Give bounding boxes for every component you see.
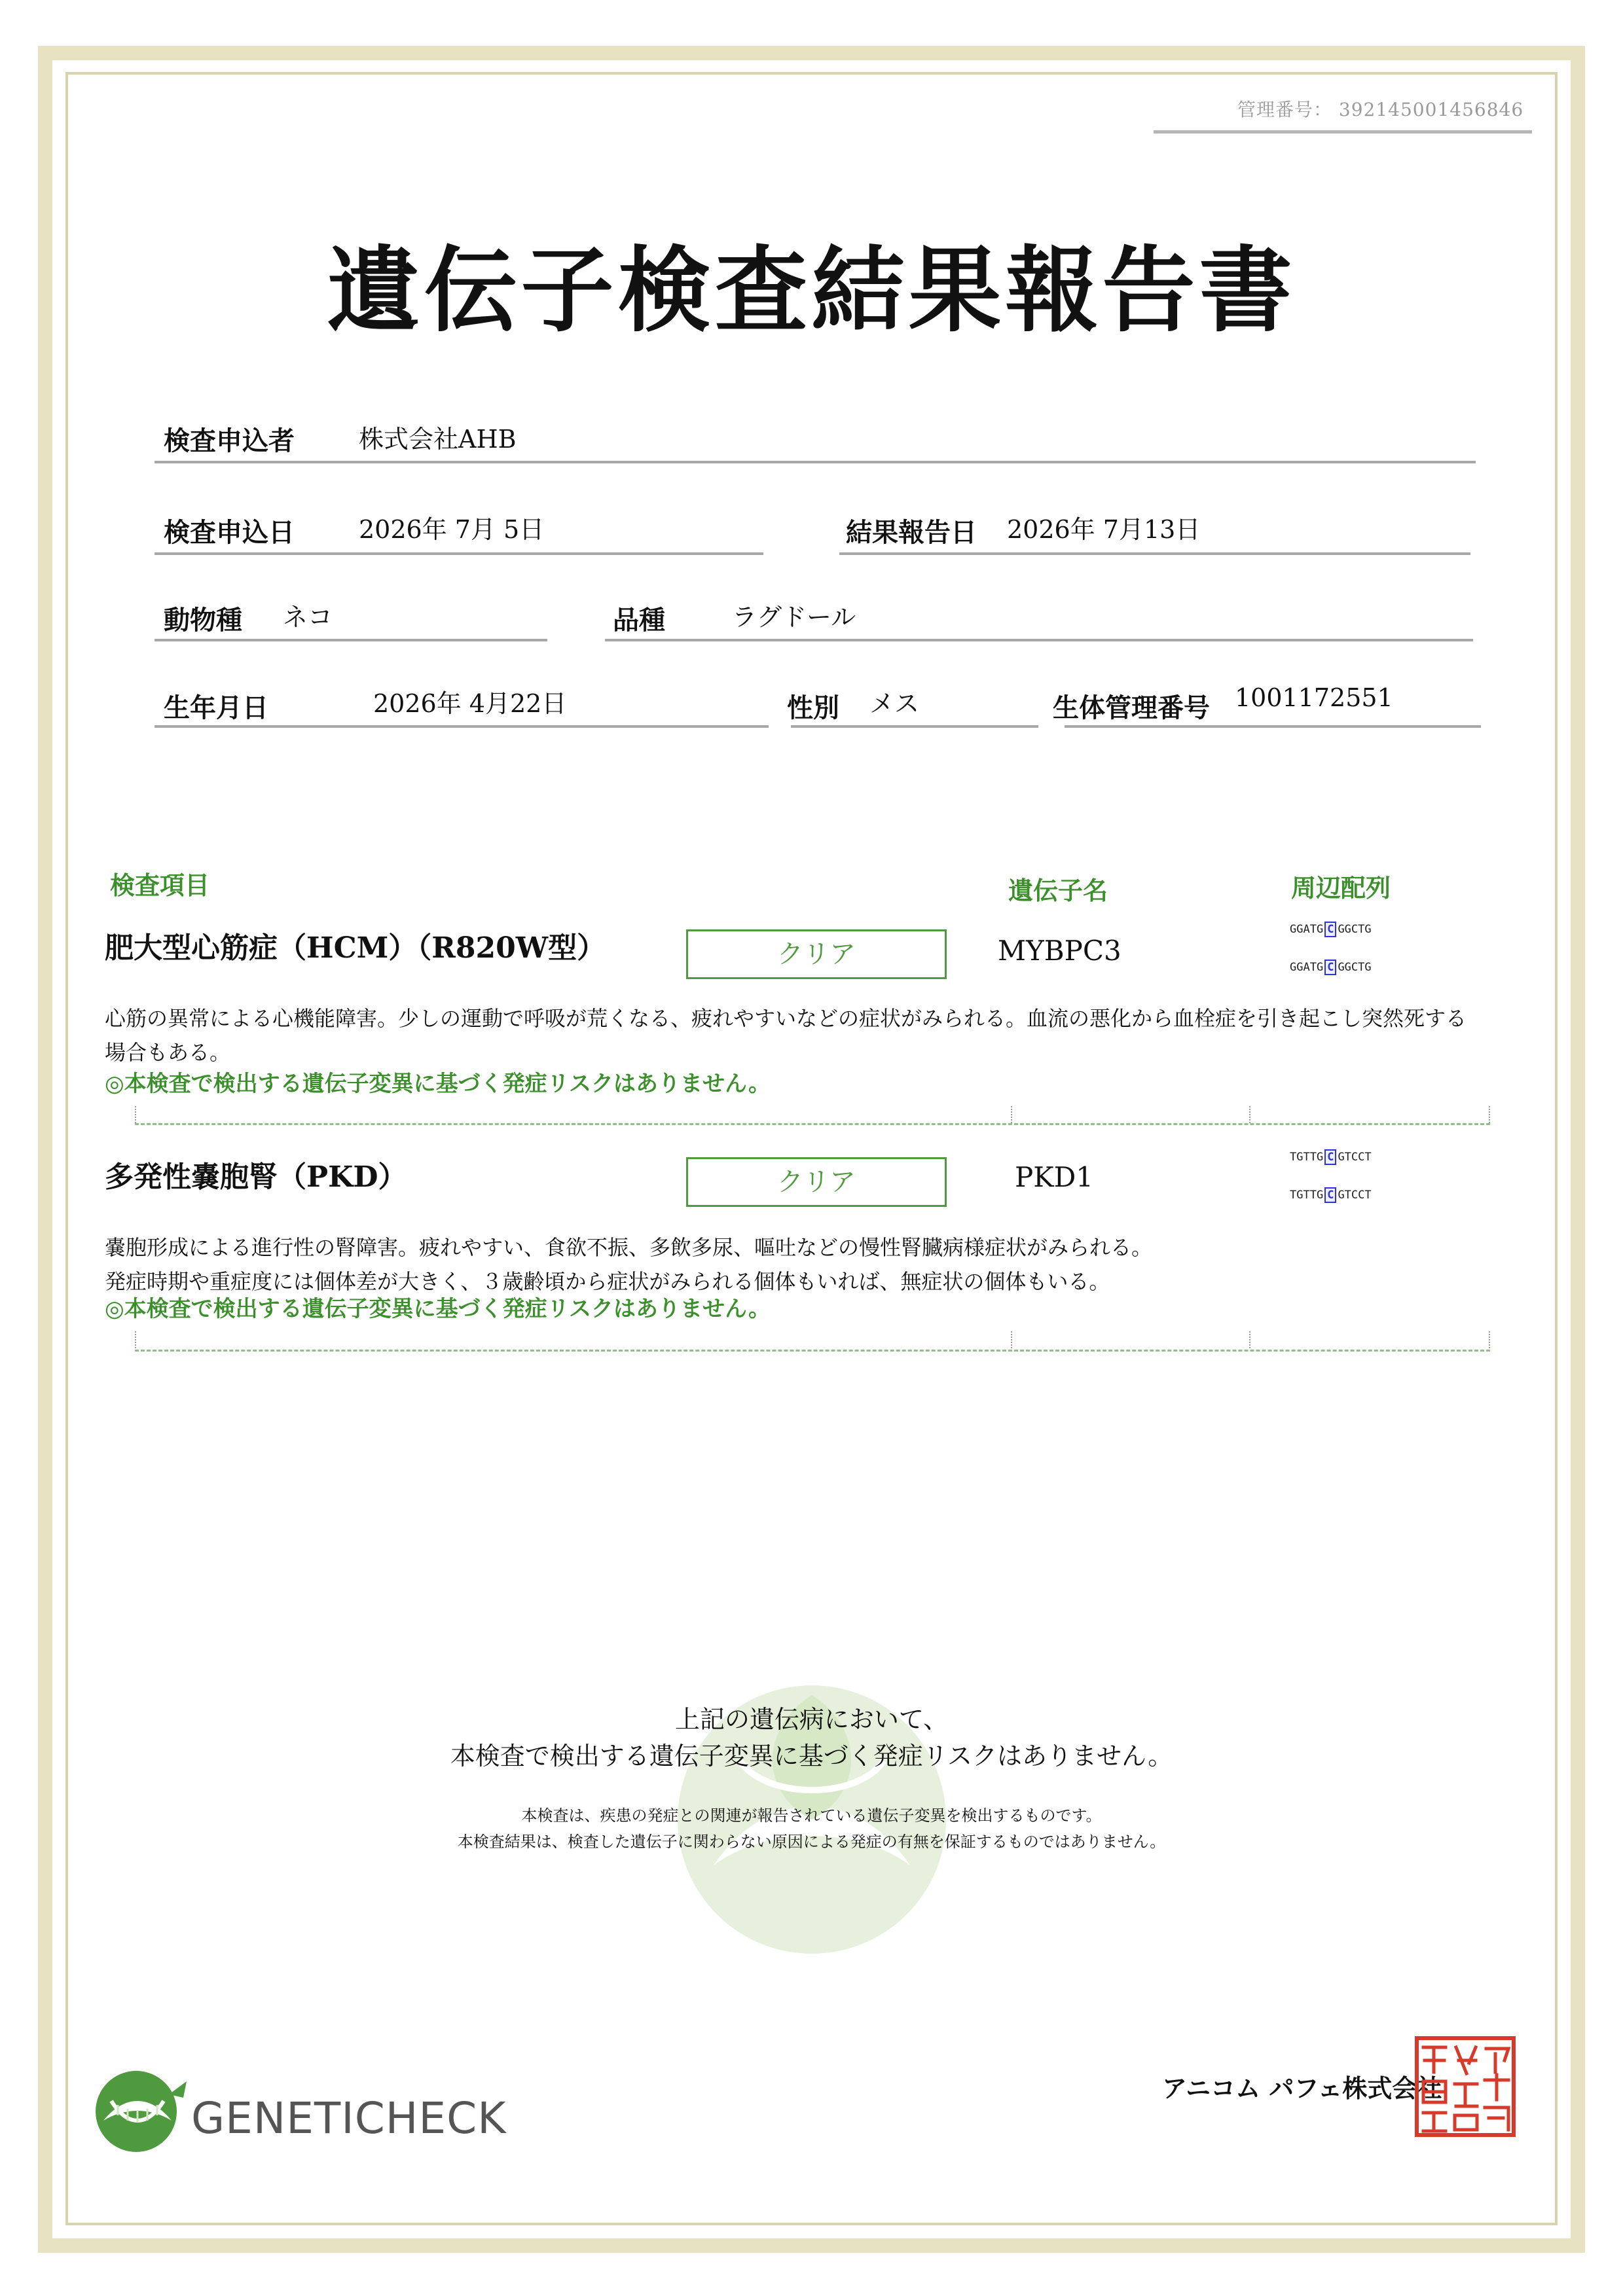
header-item: 検査項目 xyxy=(110,870,210,900)
sequence-prefix: GGATG xyxy=(1290,961,1324,974)
summary-line-1: 上記の遺伝病において、 xyxy=(674,1705,949,1734)
test-description xyxy=(105,1230,1486,1299)
row-divider xyxy=(135,1123,1490,1125)
summary-line-2: 本検査で検出する遺伝子変異に基づく発症リスクはありません。 xyxy=(450,1742,1173,1770)
breed-underline xyxy=(605,639,1473,641)
description-line: 心筋の異常による心機能障害。少しの運動で呼吸が荒くなる、疲れやすいなどの症状がみられる。血流の悪化から血栓症を引き起こし突然死する xyxy=(105,1006,1467,1031)
apply-date-value: 2026年 7月 5日 xyxy=(359,515,545,544)
company-seal-icon xyxy=(1413,2034,1518,2139)
management-label: 管理番号： xyxy=(1237,99,1333,120)
description-line: 場合もある。 xyxy=(105,1040,231,1065)
report-date-label: 結果報告日 xyxy=(846,517,977,548)
gene-name: PKD1 xyxy=(1015,1161,1094,1193)
report-date-underline xyxy=(839,552,1470,555)
sequence-line xyxy=(1290,1149,1372,1165)
sequence-line xyxy=(1290,1187,1372,1203)
sex-value: メス xyxy=(869,689,920,718)
sequence-variant-base: C xyxy=(1324,960,1336,975)
sequence-prefix: TGTTG xyxy=(1290,1189,1324,1202)
management-underline xyxy=(1154,130,1532,134)
apply-date-underline xyxy=(155,552,763,555)
sequence-line xyxy=(1290,960,1372,975)
applicant-value: 株式会社AHB xyxy=(359,425,517,454)
row-divider-tick xyxy=(1249,1331,1250,1348)
geneticheck-logo-text: GENETICHECK xyxy=(191,2093,507,2144)
sequence-suffix: GTCCT xyxy=(1338,1151,1372,1164)
sequence-prefix: TGTTG xyxy=(1290,1151,1324,1164)
id-label: 生体管理番号 xyxy=(1053,692,1210,723)
header-sequence: 周辺配列 xyxy=(1291,873,1391,903)
sequence-suffix: GTCCT xyxy=(1338,1189,1372,1202)
test-name: 肥大型心筋症（HCM）（R820W型） xyxy=(105,931,606,965)
gene-name: MYBPC3 xyxy=(998,935,1122,967)
sequence-suffix: GGCTG xyxy=(1338,923,1372,936)
breed-label: 品種 xyxy=(613,605,665,636)
sequence-line xyxy=(1290,922,1372,937)
report-date-value: 2026年 7月13日 xyxy=(1007,515,1201,544)
description-line: 嚢胞形成による進行性の腎障害。疲れやすい、食欲不振、多飲多尿、嘔吐などの慢性腎臓病様症状がみられる。 xyxy=(105,1235,1153,1260)
species-value: ネコ xyxy=(283,603,333,632)
apply-date-label: 検査申込日 xyxy=(164,517,295,548)
row-divider-tick xyxy=(1249,1106,1250,1123)
management-number xyxy=(1237,96,1523,122)
birth-value: 2026年 4月22日 xyxy=(373,689,567,718)
row-divider-tick xyxy=(1011,1331,1012,1348)
row-divider xyxy=(135,1350,1490,1352)
applicant-label: 検査申込者 xyxy=(164,425,295,456)
result-badge: クリア xyxy=(686,929,947,979)
row-divider-tick xyxy=(1489,1106,1490,1123)
sequence-variant-base: C xyxy=(1324,922,1336,937)
geneticheck-logo-icon xyxy=(92,2068,190,2153)
header-gene: 遺伝子名 xyxy=(1008,876,1108,905)
birth-underline xyxy=(155,725,769,728)
management-value: 392145001456846 xyxy=(1338,99,1524,120)
id-underline xyxy=(1065,725,1481,728)
id-value: 1001172551 xyxy=(1235,683,1393,712)
sex-label: 性別 xyxy=(787,692,839,723)
row-divider-tick xyxy=(135,1331,136,1348)
species-underline xyxy=(155,639,547,641)
row-divider-tick xyxy=(1011,1106,1012,1123)
document-title: 遺伝子検査結果報告書 xyxy=(327,236,1296,345)
sequence-prefix: GGATG xyxy=(1290,923,1324,936)
breed-value: ラグドール xyxy=(732,603,856,632)
company-name: アニコム パフェ株式会社 xyxy=(1162,2073,1442,2103)
sequence-variant-base: C xyxy=(1324,1149,1336,1165)
summary-note-2: 本検査結果は、検査した遺伝子に関わらない原因による発症の有無を保証するものではありません。 xyxy=(457,1833,1166,1851)
risk-statement: ◎本検査で検出する遺伝子変異に基づく発症リスクはありません。 xyxy=(105,1296,771,1322)
result-badge: クリア xyxy=(686,1157,947,1207)
sequence-variant-base: C xyxy=(1324,1187,1336,1203)
test-description xyxy=(105,1001,1486,1069)
description-line: 発症時期や重症度には個体差が大きく、３歳齢頃から症状がみられる個体もいれば、無症状の個体もいる。 xyxy=(105,1269,1110,1294)
sequence-suffix: GGCTG xyxy=(1338,961,1372,974)
summary-note-1: 本検査は、疾患の発症との関連が報告されている遺伝子変異を検出するものです。 xyxy=(521,1806,1102,1825)
applicant-underline xyxy=(155,461,1476,463)
test-name: 多発性嚢胞腎（PKD） xyxy=(105,1160,407,1194)
birth-label: 生年月日 xyxy=(164,692,268,723)
sex-underline xyxy=(791,725,1038,728)
species-label: 動物種 xyxy=(164,605,242,636)
row-divider-tick xyxy=(1489,1331,1490,1348)
row-divider-tick xyxy=(135,1106,136,1123)
risk-statement: ◎本検査で検出する遺伝子変異に基づく発症リスクはありません。 xyxy=(105,1071,771,1097)
